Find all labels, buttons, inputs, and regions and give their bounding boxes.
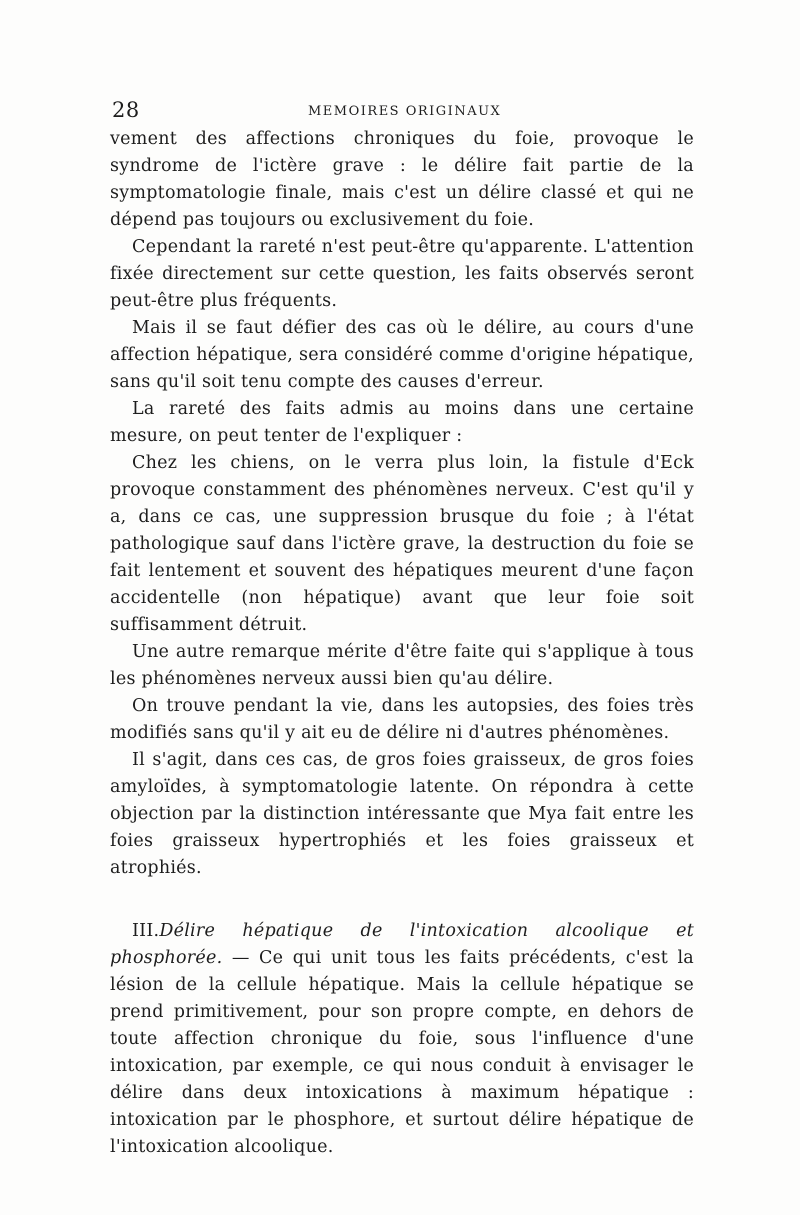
paragraph: On trouve pendant la vie, dans les autopsies, des foies très modifiés sans qu'il y ait eu de délire ni d'autres phénomènes. (110, 696, 694, 743)
section-paragraph (110, 918, 694, 1161)
paragraph: Mais il se faut défier des cas où le délire, au cours d'une affection hépatique, sera considéré comme d'origine hépatique, sans qu'il soit tenu compte des causes d'erreur. (110, 318, 694, 392)
running-header (112, 98, 694, 126)
section-spacer (110, 882, 694, 918)
running-title: MEMOIRES ORIGINAUX (308, 104, 502, 119)
paragraph: Chez les chiens, on le verra plus loin, la fistule d'Eck provoque constamment des phénomènes nerveux. C'est qu'il y a, dans ce cas, une suppression brusque du foie ; à l'état pathologique sauf dans l'ictère grave, la destruction du foie se fait lentement et souvent des hépatiques meurent d'une façon accidentelle (non hépatique) avant que leur foie soit suffisamment détruit. (110, 453, 694, 635)
paragraph: Il s'agit, dans ces cas, de gros foies graisseux, de gros foies amyloïdes, à symptomatologie latente. On répondra à cette objection par la distinction intéressante que Mya fait entre les foies graisseux hypertrophiés et les foies graisseux et atrophiés. (110, 750, 694, 878)
paragraph: Cependant la rareté n'est peut-être qu'apparente. L'attention fixée directement sur cette question, les faits observés seront peut-être plus fréquents. (110, 237, 694, 311)
section-text: — Ce qui unit tous les faits précédents, c'est la lésion de la cellule hépatique. Mais la cellule hépatique se prend primitivement, pour son propre compte, en dehors de toute affection chronique du foie, sous l'influence d'une intoxication, par exemple, ce qui nous conduit à envisager le délire dans deux intoxications à maximum hépatique : intoxication par le phosphore, et surtout délire hépatique de l'intoxication alcoolique. (110, 948, 694, 1157)
section-heading: Délire hépatique de l'intoxication alcoolique et phosphorée. (110, 921, 694, 968)
page-number: 28 (112, 98, 140, 122)
paragraph: Une autre remarque mérite d'être faite qui s'applique à tous les phénomènes nerveux aussi bien qu'au délire. (110, 642, 694, 689)
paragraph: La rareté des faits admis au moins dans une certaine mesure, on peut tenter de l'expliquer : (110, 399, 694, 446)
paragraph-continued: vement des affections chroniques du foie, provoque le syndrome de l'ictère grave : le délire fait partie de la symptomatologie finale, mais c'est un délire classé et qui ne dépend pas toujours ou exclusivement du foie. (110, 129, 694, 230)
body-text (110, 126, 694, 1161)
section-number: III. (132, 921, 160, 941)
